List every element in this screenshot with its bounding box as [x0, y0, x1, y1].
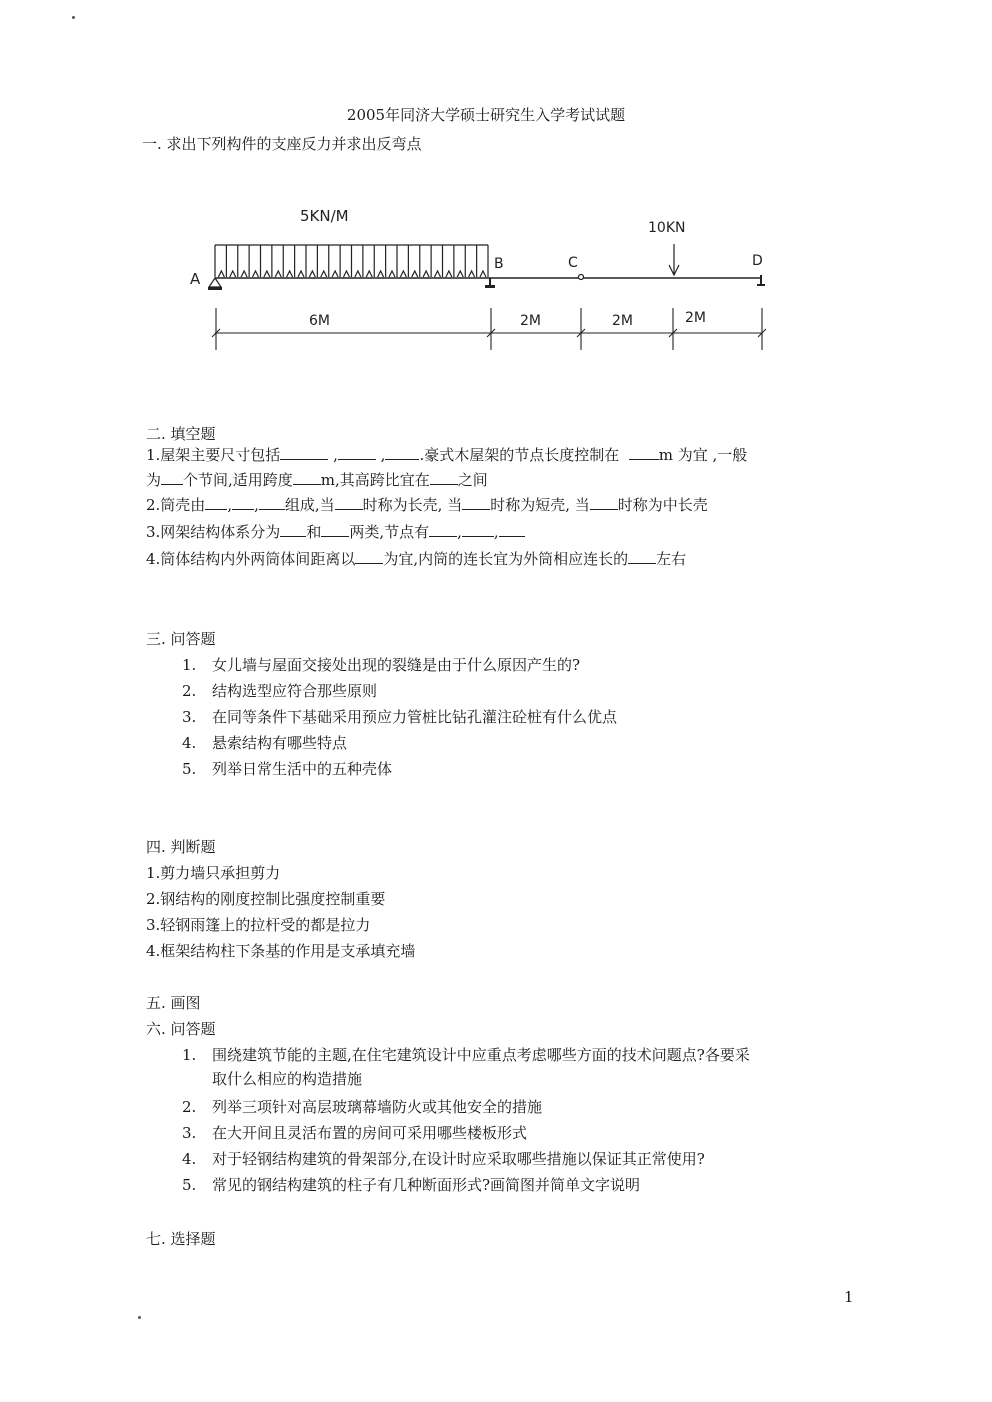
load-arrowhead: [355, 271, 361, 277]
load-arrowhead: [446, 271, 452, 277]
load-arrowhead: [366, 271, 372, 277]
blank-field[interactable]: [355, 551, 383, 564]
true-false-item: 1.剪力墙只承担剪力: [146, 864, 281, 882]
item-text: 围绕建筑节能的主题,在住宅建筑设计中应重点考虑哪些方面的技术问题点?各要采: [212, 1046, 750, 1064]
point-label-d: D: [752, 253, 763, 269]
section-6-heading: 六. 问答题: [146, 1020, 216, 1038]
text: ,: [254, 496, 259, 514]
blank-field[interactable]: [161, 472, 183, 485]
qa-item: [182, 680, 377, 701]
load-arrowhead: [435, 271, 441, 277]
load-arrowhead: [457, 271, 463, 277]
blank-field[interactable]: [629, 447, 659, 460]
load-arrowhead: [423, 271, 429, 277]
text: 左右: [656, 550, 687, 568]
blank-field[interactable]: [385, 447, 419, 460]
load-arrowhead: [321, 271, 327, 277]
text: 之间: [457, 471, 488, 489]
true-false-item: 4.框架结构柱下条基的作用是支承填充墙: [146, 942, 416, 960]
beam-diagram: [0, 0, 992, 400]
qa-item-continuation: 取什么相应的构造措施: [212, 1070, 363, 1088]
load-arrowhead: [332, 271, 338, 277]
span-label-c-load: 2M: [612, 313, 633, 329]
section-2-heading: 二. 填空题: [146, 425, 216, 443]
span-label-load-d: 2M: [685, 310, 706, 326]
blank-field[interactable]: [335, 497, 363, 510]
span-label-ab: 6M: [309, 313, 330, 329]
text: ,: [227, 496, 233, 514]
text: ,: [333, 446, 338, 464]
load-arrowhead: [378, 271, 384, 277]
item-text: 列举三项针对高层玻璃幕墙防火或其他安全的措施: [212, 1098, 543, 1116]
qa-item: [182, 1096, 542, 1117]
fill-question-1-line-1: [146, 444, 747, 465]
item-number: 4.: [182, 1150, 197, 1168]
load-arrowhead: [287, 271, 293, 277]
item-number: 5.: [182, 760, 197, 778]
blank-field[interactable]: [628, 551, 656, 564]
text: ,: [493, 523, 499, 541]
text: m 为宜 ,一般: [658, 446, 748, 464]
text: 个节间,适用跨度: [183, 471, 293, 489]
load-arrowhead: [264, 271, 270, 277]
text: 时称为短壳, 当: [490, 496, 590, 514]
hinge-c: [579, 275, 584, 280]
item-number: 3.: [182, 1124, 197, 1142]
point-label-a: A: [190, 270, 201, 288]
text: 组成,当: [284, 496, 335, 514]
load-arrowhead: [218, 271, 224, 277]
item-text: 在大开间且灵活布置的房间可采用哪些楼板形式: [212, 1124, 528, 1142]
fill-question-3: [146, 521, 525, 542]
exam-title-text: 2005年同济大学硕士研究生入学考试试题: [346, 106, 626, 124]
point-load-label: 10KN: [648, 220, 686, 236]
text: 两类,节点有: [349, 523, 430, 541]
blank-field[interactable]: [462, 497, 490, 510]
distributed-load: [215, 245, 488, 277]
fill-question-1-line-2: [146, 469, 488, 490]
blank-field[interactable]: [499, 524, 525, 537]
point-label-c: C: [568, 255, 578, 271]
item-number: 2.: [182, 1098, 197, 1116]
load-arrowhead: [298, 271, 304, 277]
text: 和: [306, 523, 322, 541]
text: 时称为中长壳: [617, 496, 708, 514]
text: ,: [380, 446, 386, 464]
item-text: 结构选型应符合那些原则: [212, 682, 378, 700]
text: 1.屋架主要尺寸包括: [146, 446, 281, 464]
support-a-pin: [208, 278, 222, 290]
point-load-arrow: [669, 244, 679, 275]
item-number: 3.: [182, 708, 197, 726]
qa-item: [182, 654, 580, 675]
page-number: 1: [844, 1288, 854, 1306]
text: .豪式木屋架的节点长度控制在: [419, 446, 620, 464]
blank-field[interactable]: [338, 447, 376, 460]
text: 时称为长壳, 当: [362, 496, 463, 514]
item-number: 5.: [182, 1176, 197, 1194]
fill-question-2: [146, 494, 708, 515]
blank-field[interactable]: [590, 497, 618, 510]
qa-item: [182, 1044, 750, 1065]
text: 为: [146, 471, 162, 489]
load-arrowhead: [230, 271, 236, 277]
qa-item: [182, 758, 392, 779]
qa-item: [182, 1148, 705, 1169]
load-arrowhead: [412, 271, 418, 277]
true-false-item: 2.钢结构的刚度控制比强度控制重要: [146, 890, 386, 908]
blank-field[interactable]: [259, 497, 285, 510]
dimension-line: [212, 308, 766, 350]
blank-field[interactable]: [430, 472, 458, 485]
load-arrowhead: [275, 271, 281, 277]
scan-speck: [138, 1316, 141, 1319]
item-number: 2.: [182, 682, 197, 700]
section-5-heading: 五. 画图: [146, 994, 201, 1012]
blank-field[interactable]: [462, 524, 494, 537]
text: 4.筒体结构内外两筒体间距离以: [146, 550, 356, 568]
item-text: 常见的钢结构建筑的柱子有几种断面形式?画简图并简单文字说明: [212, 1176, 641, 1194]
blank-field[interactable]: [280, 447, 328, 460]
item-number: 4.: [182, 734, 197, 752]
section-4-heading: 四. 判断题: [146, 838, 216, 856]
scan-speck: [72, 16, 75, 19]
load-arrowhead: [480, 271, 486, 277]
item-number: 1.: [182, 1046, 197, 1064]
load-arrowhead: [389, 271, 395, 277]
blank-field[interactable]: [205, 497, 227, 510]
load-arrowhead: [469, 271, 475, 277]
true-false-item: 3.轻钢雨篷上的拉杆受的都是拉力: [146, 916, 371, 934]
span-label-bc: 2M: [520, 313, 541, 329]
text: ,: [457, 523, 462, 541]
section-3-heading: 三. 问答题: [146, 630, 216, 648]
item-text: 女儿墙与屋面交接处出现的裂缝是由于什么原因产生的?: [212, 656, 581, 674]
blank-field[interactable]: [232, 497, 254, 510]
section-1-heading: 一. 求出下列构件的支座反力并求出反弯点: [142, 135, 422, 153]
blank-field[interactable]: [280, 524, 306, 537]
text: 2.筒壳由: [146, 496, 206, 514]
qa-item: [182, 1122, 527, 1143]
blank-field[interactable]: [293, 472, 321, 485]
load-arrowhead: [253, 271, 259, 277]
text: m,其高跨比宜在: [320, 471, 430, 489]
support-d: [757, 275, 765, 286]
fill-question-4: [146, 548, 686, 569]
item-text: 悬索结构有哪些特点: [212, 734, 348, 752]
qa-item: [182, 732, 347, 753]
text: 为宜,内筒的连长宜为外筒相应连长的: [383, 550, 629, 568]
support-b-roller: [485, 278, 495, 288]
blank-field[interactable]: [321, 524, 349, 537]
item-text: 列举日常生活中的五种壳体: [212, 760, 393, 778]
item-text: 在同等条件下基础采用预应力管桩比钻孔灌注砼桩有什么优点: [212, 708, 618, 726]
item-number: 1.: [182, 656, 197, 674]
load-arrowhead: [241, 271, 247, 277]
load-arrowhead: [400, 271, 406, 277]
item-text: 对于轻钢结构建筑的骨架部分,在设计时应采取哪些措施以保证其正常使用?: [212, 1150, 705, 1168]
blank-field[interactable]: [429, 524, 457, 537]
section-7-heading: 七. 选择题: [146, 1230, 216, 1248]
qa-item: [182, 1174, 640, 1195]
text: 3.网架结构体系分为: [146, 523, 281, 541]
distributed-load-label: 5KN/M: [300, 207, 349, 225]
point-label-b: B: [494, 256, 504, 272]
qa-item: [182, 706, 617, 727]
load-arrowhead: [344, 271, 350, 277]
load-arrowhead: [309, 271, 315, 277]
